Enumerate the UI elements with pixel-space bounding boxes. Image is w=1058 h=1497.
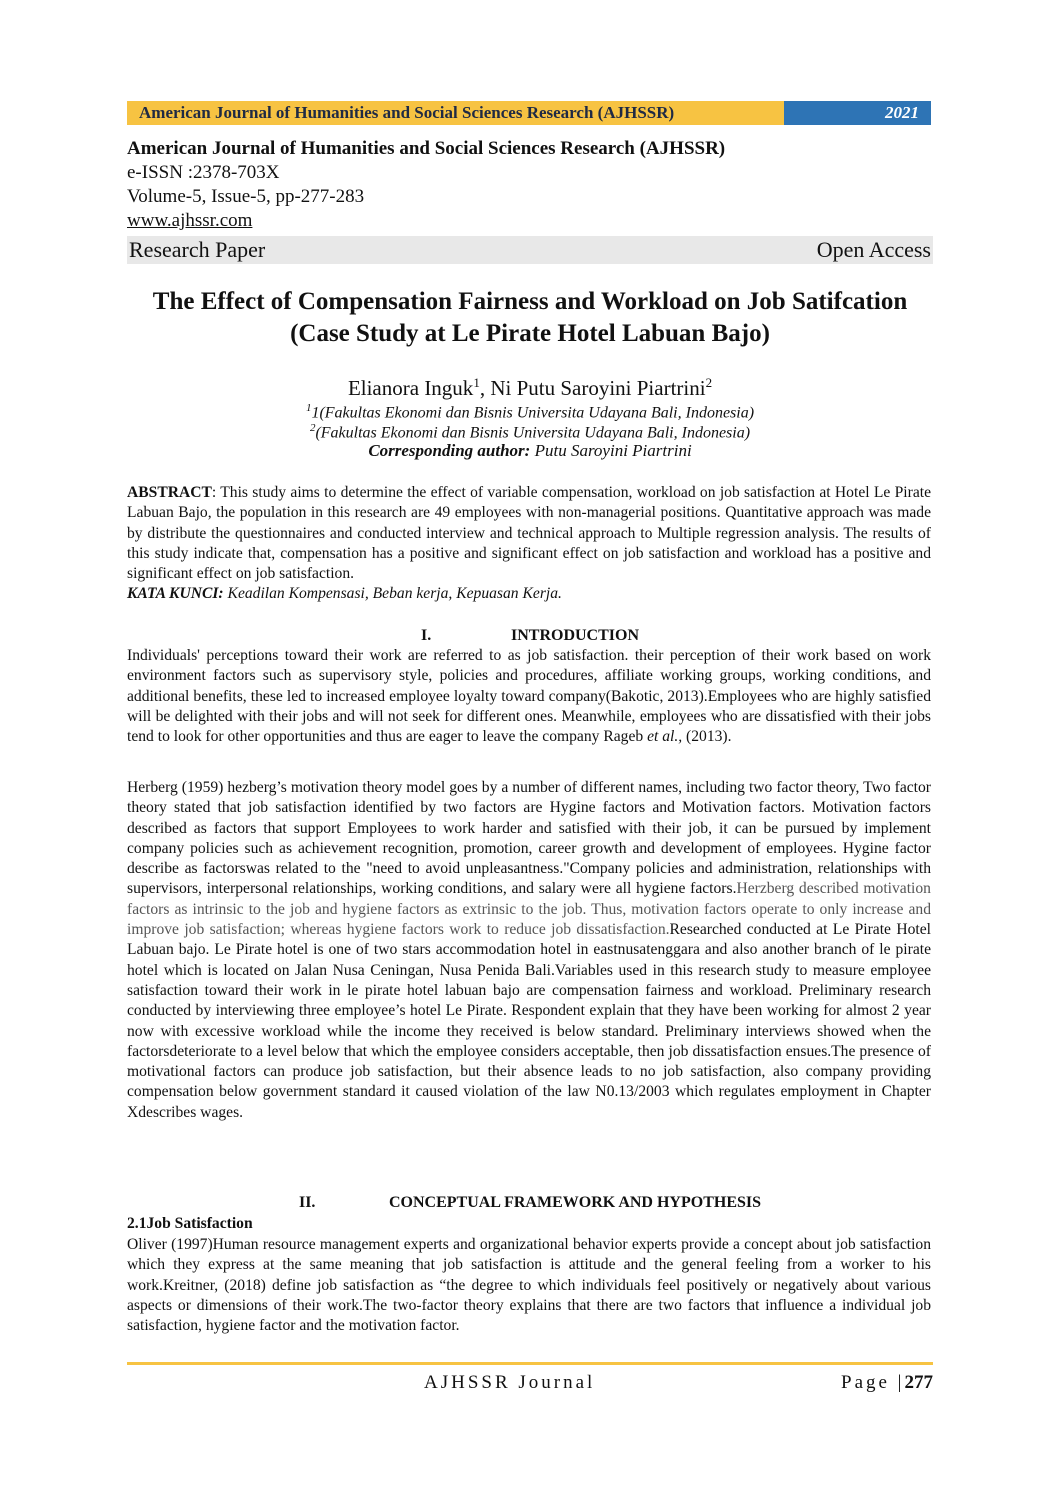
running-header: [127, 101, 931, 125]
intro-p1-text: Individuals' perceptions toward their work are referred to as job satisfaction. their perception of their work based on work environment factors such as supervisory style, policies and procedures, affiliate working groups, working conditions, and additional benefits, these led to increased employee loyalty toward company(Bakotic, 2013).Employees who are highly satisfied will be delighted with their jobs and will not seek for different ones. Meanwhile, employees who are dissatisfied with their jobs tend to look for other opportunities and thus are eager to leave the company Rageb: [127, 647, 931, 746]
page-label: Page |: [841, 1372, 905, 1393]
affiliation-2-text: (Fakultas Ekonomi dan Bisnis Universita Udayana Bali, Indonesia): [315, 424, 751, 442]
corr-name: Putu Saroyini Piartrini: [530, 441, 692, 460]
footer-divider: [127, 1362, 933, 1365]
intro-paragraph-2: [127, 778, 931, 1123]
author-2: Ni Putu Saroyini Piartrini: [490, 376, 706, 400]
authors: [127, 370, 933, 401]
job-satisfaction-paragraph: Oliver (1997)Human resource management experts and organizational behavior experts provide a concept about job satisfaction which they express at the same meaning that job satisfaction is attitude and the general feeling from a worker to his work.Kreitner, (2018) define job satisfaction as “the degree to which individuals feel positively or negatively about various aspects or dimensions of their work.The two-factor theory explains that there are two factors that influence a individual job satisfaction, hygiene factor and the motivation factor.: [127, 1236, 931, 1335]
affiliation-2-sup: 2: [309, 422, 316, 434]
page-number: 277: [904, 1372, 933, 1393]
paper-title: The Effect of Compensation Fairness and Workload on Job Satifcation (Case Study at Le Pirate Hotel Labuan Bajo): [152, 288, 908, 347]
intro-p1-etal: et al.,: [647, 728, 683, 746]
header-journal-name: American Journal of Humanities and Social Sciences Research (AJHSSR): [127, 101, 784, 125]
intro-p2-gray: Herzberg described motivation factors as intrinsic to the job and hygiene factors as extrinsic to the job. Thus, motivation factors operate to only increase and improve job satisfaction; whereas hygiene factors work to reduce job dissatisfaction.: [127, 880, 931, 939]
section-1-num: I.: [420, 627, 432, 644]
paper-type-bar: [127, 236, 933, 264]
section-1-title: INTRODUCTION: [510, 627, 639, 644]
intro-p2-end: Researched conducted at Le Pirate Hotel Labuan bajo. Le Pirate hotel is one of two stars accommodation hotel in eastnusatenggara and also another branch of le pirate hotel which is located on Jalan Nusa Ceningan, Nusa Penida Bali.Variables used in this research study to measure employee satisfaction toward their work in le pirate hotel labuan bajo are compensation fairness and workload. Preliminary research conducted by interviewing three employee’s hotel Le Pirate. Respondent explain that they have been working for almost 2 year now with excessive workload while the income they received is below standard. Preliminary interviews showed when the factorsdeteriorate to a level below that which the employee considers acceptable, then job dissatisfaction ensues.The presence of motivational factors can produce job satisfaction, but their absence leads to no job satisfaction, also company providing compensation below government standard it caused violation of the law N0.13/2003 which regulates employment in Chapter Xdescribes wages.: [127, 921, 931, 1121]
journal-title: American Journal of Humanities and Social Sciences Research (AJHSSR): [127, 138, 726, 159]
subsection-2-1-heading: 2.1Job Satisfaction: [127, 1215, 253, 1232]
access-type: Open Access: [816, 237, 931, 262]
paper-type: Research Paper: [129, 237, 266, 262]
abstract-text: : This study aims to determine the effect of variable compensation, workload on job satisfaction at Hotel Le Pirate Labuan Bajo, the population in this research are 49 employees with non-managerial positions. Quantitative approach was made by distribute the questionnaires and conducted interview and technical approach to Multiple regression analysis. The results of this study indicate that, compensation has a positive and significant effect on job satisfaction and workload has a positive and significant effect on job satisfaction.: [127, 484, 931, 583]
issn: e-ISSN :2378-703X: [127, 162, 280, 183]
affiliation-1-sup: 1: [305, 402, 312, 414]
footer-journal: AJHSSR Journal: [424, 1372, 596, 1393]
intro-p2-text: Herberg (1959) hezberg’s motivation theory model goes by a number of different names, including two factor theory, Two factor theory stated that job satisfaction identified by two factors are Hygine factors and Motivation factors. Motivation factors described as factors that support Employees to work harder and satisfied with their job, it can be pursued by implement company policies such as achievement recognition, promotion, career growth and development of employees. Hygine factor describe as factorswas related to the "need to avoid unpleasantness."Company policies and administration, relationships with supervisors, interpersonal relationships, working conditions, and salary were all hygiene factors.: [127, 779, 931, 898]
keywords: Keadilan Kompensasi, Beban kerja, Kepuasan Kerja.: [223, 585, 562, 603]
intro-paragraph-1: [127, 646, 931, 747]
author-1: Elianora Inguk: [347, 376, 474, 400]
author-2-sup: 2: [705, 375, 713, 390]
header-year: 2021: [784, 101, 931, 125]
section-2-title: CONCEPTUAL FRAMEWORK AND HYPOTHESIS: [388, 1194, 762, 1211]
abstract-label: ABSTRACT: [127, 484, 212, 501]
journal-meta: [127, 137, 933, 233]
section-2-num: II.: [298, 1194, 316, 1211]
author-1-sup: 1: [473, 375, 480, 390]
corr-label: Corresponding author:: [368, 441, 531, 460]
volume-info: Volume-5, Issue-5, pp-277-283: [127, 186, 365, 207]
intro-p1-end: (2013).: [682, 728, 732, 746]
section-2-heading: [127, 1193, 933, 1213]
footer-page: [841, 1372, 933, 1394]
keywords-label: KATA KUNCI:: [127, 585, 224, 603]
affiliation-1-text: 1(Fakultas Ekonomi dan Bisnis Universita Udayana Bali, Indonesia): [311, 404, 755, 422]
abstract: [127, 483, 931, 605]
website-link[interactable]: www.ajhssr.com: [127, 210, 253, 231]
section-1-heading: [127, 626, 933, 646]
corresponding-author: [127, 440, 933, 462]
author-separator: ,: [479, 376, 491, 400]
